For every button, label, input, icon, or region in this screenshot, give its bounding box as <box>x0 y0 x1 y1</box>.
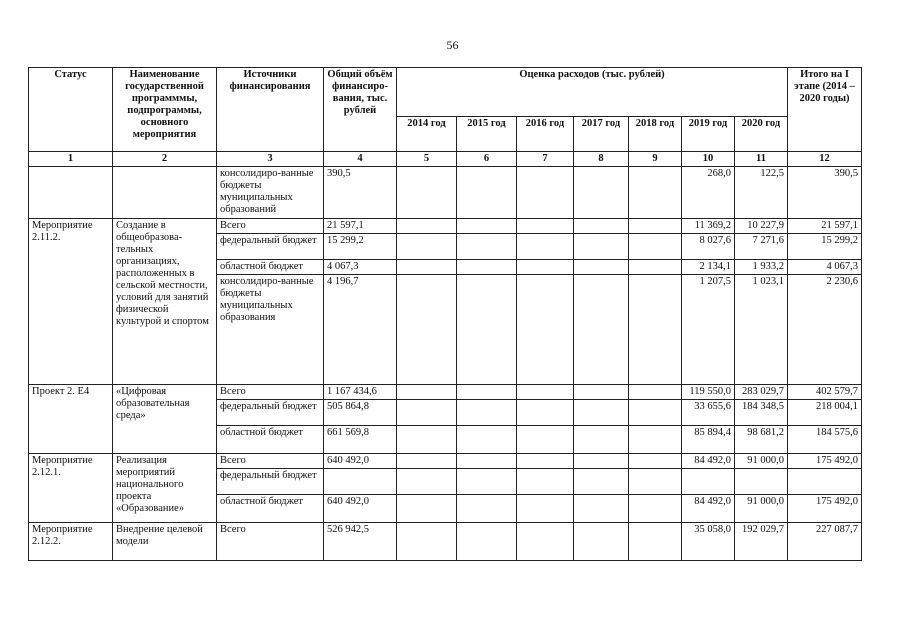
col-number: 10 <box>682 152 735 167</box>
row-name: Реализация мероприятий национального проекта «Образование» <box>113 454 217 523</box>
header-sources: Источники финансирования <box>217 68 324 152</box>
row-total: 661 569,8 <box>324 426 397 454</box>
row-2019: 8 027,6 <box>682 234 735 260</box>
row-status: Проект 2. Е4 <box>29 385 113 454</box>
col-number: 12 <box>788 152 862 167</box>
table-row <box>29 167 862 219</box>
col-number: 5 <box>397 152 457 167</box>
row-source: федеральный бюджет <box>217 469 324 495</box>
header-estimate: Оценка расходов (тыс. рублей) <box>397 68 788 117</box>
row-total: 21 597,1 <box>324 219 397 234</box>
col-number: 2 <box>113 152 217 167</box>
row-itogo: 402 579,7 <box>788 385 862 400</box>
row-total <box>324 469 397 495</box>
row-itogo: 15 299,2 <box>788 234 862 260</box>
col-number: 7 <box>517 152 574 167</box>
col-number: 9 <box>629 152 682 167</box>
table-header-row <box>29 68 862 117</box>
table-row <box>29 385 862 400</box>
row-status <box>29 167 113 219</box>
col-number: 1 <box>29 152 113 167</box>
column-numbers-row <box>29 152 862 167</box>
row-itogo: 4 067,3 <box>788 260 862 275</box>
row-name <box>113 167 217 219</box>
row-source: Всего <box>217 219 324 234</box>
row-2020: 184 348,5 <box>735 400 788 426</box>
row-2020: 283 029,7 <box>735 385 788 400</box>
row-itogo: 227 087,7 <box>788 523 862 561</box>
row-2020 <box>735 469 788 495</box>
row-source: областной бюджет <box>217 260 324 275</box>
row-2020: 91 000,0 <box>735 454 788 469</box>
row-itogo: 2 230,6 <box>788 275 862 385</box>
header-itogo: Итого на I этапе (2014 – 2020 годы) <box>788 68 862 152</box>
row-status: Мероприятие 2.12.2. <box>29 523 113 561</box>
row-2019: 2 134,1 <box>682 260 735 275</box>
row-total: 390,5 <box>324 167 397 219</box>
row-total: 640 492,0 <box>324 495 397 523</box>
row-status: Мероприятие 2.11.2. <box>29 219 113 385</box>
row-name: Внедрение целевой модели <box>113 523 217 561</box>
row-source: Всего <box>217 454 324 469</box>
row-2020: 122,5 <box>735 167 788 219</box>
col-number: 4 <box>324 152 397 167</box>
row-2020: 192 029,7 <box>735 523 788 561</box>
header-year: 2015 год <box>457 117 517 152</box>
row-source: консолидиро-ванные бюджеты муниципальных образования <box>217 275 324 385</box>
row-2019: 35 058,0 <box>682 523 735 561</box>
header-year: 2017 год <box>574 117 629 152</box>
header-status: Статус <box>29 68 113 152</box>
row-total: 505 864,8 <box>324 400 397 426</box>
header-total: Общий объём финансиро-вания, тыс. рублей <box>324 68 397 152</box>
row-2019: 119 550,0 <box>682 385 735 400</box>
table-row <box>29 219 862 234</box>
row-source: областной бюджет <box>217 495 324 523</box>
row-source: Всего <box>217 523 324 561</box>
header-year: 2016 год <box>517 117 574 152</box>
table-row <box>29 523 862 561</box>
table-row <box>29 454 862 469</box>
header-year: 2014 год <box>397 117 457 152</box>
row-source: областной бюджет <box>217 426 324 454</box>
row-itogo <box>788 469 862 495</box>
row-status: Мероприятие 2.12.1. <box>29 454 113 523</box>
row-itogo: 175 492,0 <box>788 495 862 523</box>
row-2019: 84 492,0 <box>682 454 735 469</box>
row-total: 526 942,5 <box>324 523 397 561</box>
col-number: 6 <box>457 152 517 167</box>
expenditure-table <box>28 67 862 561</box>
row-itogo: 184 575,6 <box>788 426 862 454</box>
row-2020: 7 271,6 <box>735 234 788 260</box>
row-total: 1 167 434,6 <box>324 385 397 400</box>
row-source: федеральный бюджет <box>217 400 324 426</box>
row-2020: 1 933,2 <box>735 260 788 275</box>
row-total: 4 196,7 <box>324 275 397 385</box>
page-number: 56 <box>446 38 459 52</box>
row-total: 15 299,2 <box>324 234 397 260</box>
col-number: 3 <box>217 152 324 167</box>
row-2019: 1 207,5 <box>682 275 735 385</box>
row-itogo: 390,5 <box>788 167 862 219</box>
row-2019: 84 492,0 <box>682 495 735 523</box>
col-number: 11 <box>735 152 788 167</box>
row-source: федеральный бюджет <box>217 234 324 260</box>
row-2019: 85 894,4 <box>682 426 735 454</box>
row-2019: 268,0 <box>682 167 735 219</box>
header-name: Наименование государственной программмы, подпрограммы, основного мероприятия <box>113 68 217 152</box>
col-number: 8 <box>574 152 629 167</box>
row-itogo: 175 492,0 <box>788 454 862 469</box>
header-year: 2018 год <box>629 117 682 152</box>
row-2019: 33 655,6 <box>682 400 735 426</box>
row-itogo: 21 597,1 <box>788 219 862 234</box>
row-total: 640 492,0 <box>324 454 397 469</box>
row-2020: 10 227,9 <box>735 219 788 234</box>
header-year: 2020 год <box>735 117 788 152</box>
row-name: Создание в общеобразова-тельных организациях, расположенных в сельской местности, условий для занятий физической культурой и спортом <box>113 219 217 385</box>
row-2019: 11 369,2 <box>682 219 735 234</box>
row-source: Всего <box>217 385 324 400</box>
row-2020: 1 023,1 <box>735 275 788 385</box>
row-2020: 91 000,0 <box>735 495 788 523</box>
row-name: «Цифровая образовательная среда» <box>113 385 217 454</box>
row-itogo: 218 004,1 <box>788 400 862 426</box>
header-year: 2019 год <box>682 117 735 152</box>
row-total: 4 067,3 <box>324 260 397 275</box>
row-2019 <box>682 469 735 495</box>
row-source: консолидиро-ванные бюджеты муниципальных образований <box>217 167 324 219</box>
row-2020: 98 681,2 <box>735 426 788 454</box>
